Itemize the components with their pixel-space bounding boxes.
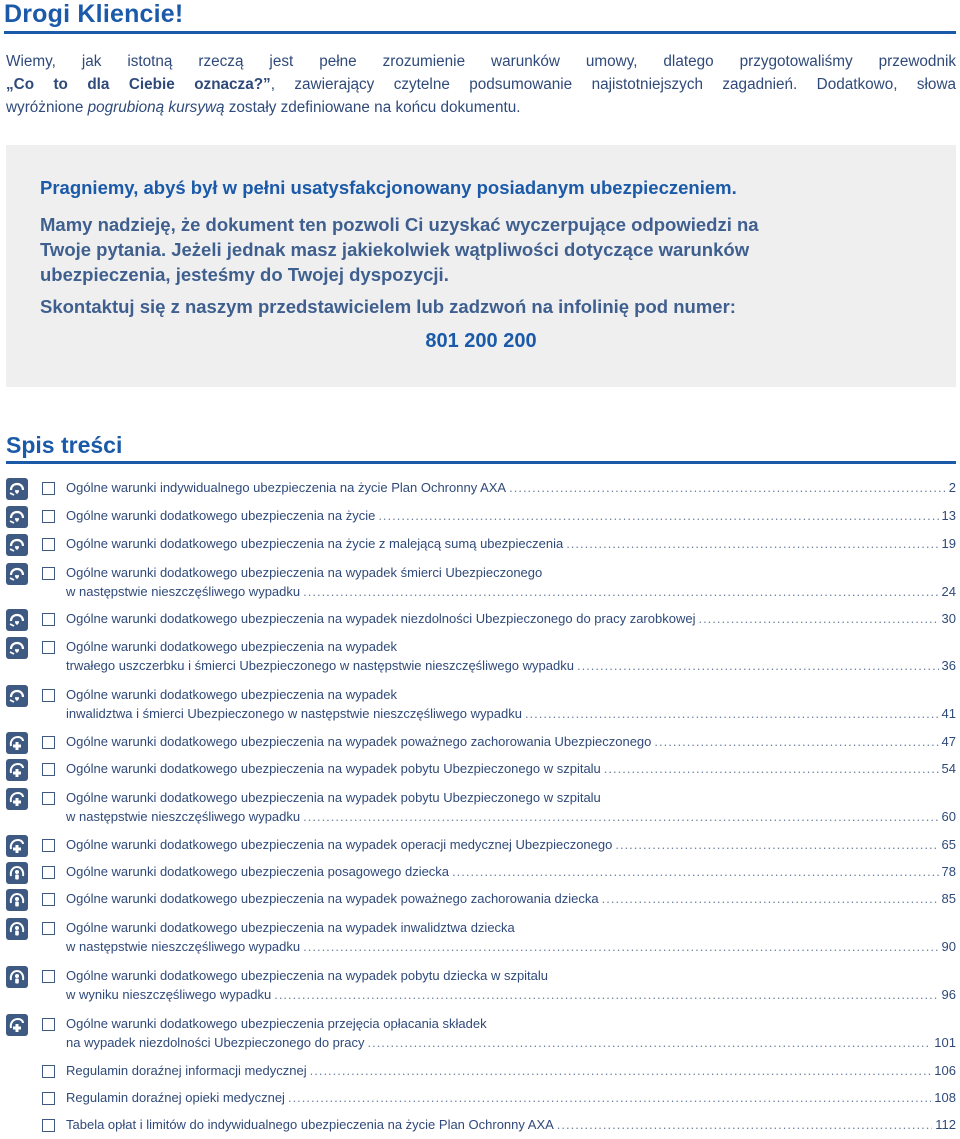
toc-item-entry: [66, 734, 956, 749]
info-box-contact: Skontaktuj się z naszym przedstawicielem lub zadzwoń na infolinię pod numer:: [40, 296, 736, 317]
toc-item-entry: [66, 1090, 956, 1105]
toc-item-checkbox[interactable]: [42, 922, 55, 935]
info-box-line-3: ubezpieczenia, jesteśmy do Twojej dyspozycji.: [40, 264, 449, 285]
heart-hand-icon: [6, 609, 28, 631]
toc-item-title: w następstwie nieszczęśliwego wypadku: [66, 584, 301, 599]
toc-item-title-line-1: Ogólne warunki dodatkowego ubezpieczenia na wypadek pobytu dziecka w szpitalu: [66, 968, 549, 983]
toc-item-leader-dots: [310, 1063, 932, 1078]
intro-italic-term: pogrubioną kursywą: [87, 99, 225, 116]
toc-item-entry: [66, 536, 956, 551]
child-icon: [6, 966, 28, 988]
toc-item-entry: [66, 891, 956, 906]
toc-item-title: Ogólne warunki dodatkowego ubezpieczenia na wypadek poważnego zachorowania Ubezpieczonego: [66, 734, 652, 749]
toc-item-page-number: 108: [934, 1090, 956, 1105]
heart-hand-icon: [6, 506, 28, 528]
toc-item[interactable]: [0, 685, 960, 725]
intro-line-3-pre: wyróżnione: [6, 99, 88, 116]
toc-item-page-number: 47: [941, 734, 956, 749]
toc-item-page-number: 36: [941, 658, 956, 673]
toc-item[interactable]: [0, 1088, 960, 1110]
toc-item-title-line-1: Ogólne warunki dodatkowego ubezpieczenia na wypadek pobytu Ubezpieczonego w szpitalu: [66, 790, 601, 805]
toc-item-leader-dots: [566, 536, 938, 551]
toc-item-leader-dots: [654, 734, 938, 749]
toc-item-leader-dots: [288, 1090, 931, 1105]
toc-item-title: Regulamin doraźnej opieki medycznej: [66, 1090, 285, 1105]
intro-guide-name: „Co to dla Ciebie oznacza?”: [6, 76, 271, 93]
toc-item-leader-dots: [604, 761, 939, 776]
toc-item-title: w następstwie nieszczęśliwego wypadku: [66, 939, 301, 954]
toc-item[interactable]: [0, 1061, 960, 1083]
toc-item-page-number: 24: [941, 584, 956, 599]
medical-cross-icon: [6, 835, 28, 857]
toc-item-leader-dots: [615, 837, 938, 852]
info-box-line-1: Mamy nadzieję, że dokument ten pozwoli Ci uzyskać wyczerpujące odpowiedzi na: [40, 214, 759, 235]
toc-item-page-number: 101: [934, 1035, 956, 1050]
medical-cross-icon: [6, 788, 28, 810]
infoline-phone-number[interactable]: 801 200 200: [425, 330, 537, 352]
toc-item-page-number: 54: [941, 761, 956, 776]
toc-rule: [6, 461, 956, 464]
toc-item-checkbox[interactable]: [42, 482, 55, 495]
toc-item-page-number: 41: [941, 706, 956, 721]
heart-hand-icon: [6, 563, 28, 585]
info-box-paragraph: [40, 212, 920, 287]
toc-item-page-number: 60: [941, 809, 956, 824]
toc-item-leader-dots: [577, 658, 939, 673]
toc-item-leader-dots: [452, 864, 938, 879]
toc-item-title-line-1: Ogólne warunki dodatkowego ubezpieczenia przejęcia opłacania składek: [66, 1016, 487, 1031]
intro-line-2-rest: , zawierający czytelne podsumowanie najistotniejszych zagadnień. Dodatkowo, słowa: [270, 76, 956, 93]
toc-item-leader-dots: [698, 611, 938, 626]
toc-item-leader-dots: [303, 809, 938, 824]
intro-line-3: [6, 96, 956, 119]
toc-item-title-line-1: Ogólne warunki dodatkowego ubezpieczenia na wypadek: [66, 639, 397, 654]
intro-line-2: [6, 73, 956, 96]
medical-cross-icon: [6, 732, 28, 754]
toc-item-entry: [66, 1063, 956, 1078]
toc-item-checkbox[interactable]: [42, 792, 55, 805]
toc-item-entry: [66, 987, 956, 1002]
heart-hand-icon: [6, 534, 28, 556]
toc-item-page-number: 96: [941, 987, 956, 1002]
toc-item-entry: [66, 1117, 956, 1132]
toc-item-title: w następstwie nieszczęśliwego wypadku: [66, 809, 301, 824]
toc-item-title: inwalidztwa i śmierci Ubezpieczonego w następstwie nieszczęśliwego wypadku: [66, 706, 522, 721]
toc-item-title: Ogólne warunki dodatkowego ubezpieczenia na wypadek pobytu Ubezpieczonego w szpitalu: [66, 761, 601, 776]
toc-item-page-number: 2: [948, 480, 956, 495]
toc-item[interactable]: [0, 788, 960, 828]
toc-item-checkbox[interactable]: [42, 689, 55, 702]
toc-item-leader-dots: [602, 891, 939, 906]
intro-paragraph: [6, 50, 956, 119]
toc-item-entry: [66, 761, 956, 776]
toc-item-title: Ogólne warunki dodatkowego ubezpieczenia na wypadek poważnego zachorowania dziecka: [66, 891, 599, 906]
toc-item[interactable]: [0, 732, 960, 754]
toc-item-entry: [66, 658, 956, 673]
toc-item-title: Ogólne warunki dodatkowego ubezpieczenia na życie z malejącą sumą ubezpieczenia: [66, 536, 564, 551]
toc-item-title: Ogólne warunki dodatkowego ubezpieczenia na wypadek niezdolności Ubezpieczonego do pracy zarobkowej: [66, 611, 696, 626]
toc-item-title: Tabela opłat i limitów do indywidualnego ubezpieczenia na życie Plan Ochronny AXA: [66, 1117, 554, 1132]
toc-item-title: na wypadek niezdolności Ubezpieczonego do pracy: [66, 1035, 365, 1050]
toc-item-checkbox[interactable]: [42, 613, 55, 626]
toc-item-title: w wyniku nieszczęśliwego wypadku: [66, 987, 272, 1002]
toc-item[interactable]: [0, 609, 960, 631]
toc-item-page-number: 13: [941, 508, 956, 523]
info-box-line-2: Twoje pytania. Jeżeli jednak masz jakiekolwiek wątpliwości dotyczące warunków: [40, 239, 750, 260]
toc-item-leader-dots: [303, 584, 938, 599]
toc-item[interactable]: [0, 637, 960, 677]
toc-item[interactable]: [0, 478, 960, 500]
toc-item-leader-dots: [378, 508, 938, 523]
toc-item-entry: [66, 611, 956, 626]
toc-item-title-line-1: Ogólne warunki dodatkowego ubezpieczenia na wypadek: [66, 687, 397, 702]
toc-item[interactable]: [0, 534, 960, 556]
toc-item-page-number: 78: [941, 864, 956, 879]
info-box: [6, 145, 956, 387]
child-icon: [6, 889, 28, 911]
toc-item-checkbox[interactable]: [42, 893, 55, 906]
toc-item-leader-dots: [525, 706, 939, 721]
toc-item-title: Ogólne warunki dodatkowego ubezpieczenia posagowego dziecka: [66, 864, 450, 879]
toc-item-title: Regulamin doraźnej informacji medycznej: [66, 1063, 307, 1078]
toc-item-checkbox[interactable]: [42, 641, 55, 654]
toc-item-checkbox[interactable]: [42, 839, 55, 852]
heart-hand-icon: [6, 685, 28, 707]
toc-item-checkbox[interactable]: [42, 1092, 55, 1105]
toc-item-title-line-1: Ogólne warunki dodatkowego ubezpieczenia na wypadek inwalidztwa dziecka: [66, 920, 515, 935]
toc-item[interactable]: [0, 966, 960, 1006]
toc-item-page-number: 112: [935, 1117, 956, 1132]
heart-hand-icon: [6, 478, 28, 500]
toc-item-page-number: 85: [941, 891, 956, 906]
toc-item[interactable]: [0, 862, 960, 884]
toc-item-page-number: 90: [941, 939, 956, 954]
toc-item-page-number: 65: [941, 837, 956, 852]
toc-item[interactable]: [0, 835, 960, 857]
toc-item-page-number: 30: [941, 611, 956, 626]
child-icon: [6, 862, 28, 884]
toc-item-entry: [66, 809, 956, 824]
toc-item-checkbox[interactable]: [42, 970, 55, 983]
toc-item-entry: [66, 939, 956, 954]
toc-item-entry: [66, 584, 956, 599]
toc-item-entry: [66, 706, 956, 721]
toc-item-page-number: 106: [934, 1063, 956, 1078]
toc-title: Spis treści: [6, 432, 123, 458]
toc-item-entry: [66, 1035, 956, 1050]
child-icon: [6, 918, 28, 940]
page-title: Drogi Kliencie!: [4, 0, 184, 28]
toc-item[interactable]: [0, 563, 960, 603]
toc-item-title: Ogólne warunki indywidualnego ubezpieczenia na życie Plan Ochronny AXA: [66, 480, 507, 495]
toc-item[interactable]: [0, 1014, 960, 1054]
toc-item-checkbox[interactable]: [42, 1018, 55, 1031]
toc-item-checkbox[interactable]: [42, 538, 55, 551]
toc-item-leader-dots: [367, 1035, 931, 1050]
toc-item-checkbox[interactable]: [42, 1065, 55, 1078]
intro-line-1: Wiemy, jak istotną rzeczą jest pełne zrozumienie warunków umowy, dlatego przygotowaliśmy przewodnik: [6, 53, 956, 70]
toc-item-title: Ogólne warunki dodatkowego ubezpieczenia na wypadek operacji medycznej Ubezpieczonego: [66, 837, 613, 852]
medical-cross-icon: [6, 759, 28, 781]
toc-item-checkbox[interactable]: [42, 763, 55, 776]
toc-item-title-line-1: Ogólne warunki dodatkowego ubezpieczenia na wypadek śmierci Ubezpieczonego: [66, 565, 543, 580]
toc-item-checkbox[interactable]: [42, 866, 55, 879]
toc-item-leader-dots: [274, 987, 938, 1002]
toc-item-entry: [66, 837, 956, 852]
toc-item[interactable]: [0, 506, 960, 528]
toc-item-entry: [66, 864, 956, 879]
title-rule: [4, 31, 956, 34]
toc-item-title: Ogólne warunki dodatkowego ubezpieczenia na życie: [66, 508, 376, 523]
toc-item-checkbox[interactable]: [42, 567, 55, 580]
info-box-lead: Pragniemy, abyś był w pełni usatysfakcjonowany posiadanym ubezpieczeniem.: [40, 177, 737, 198]
toc-item[interactable]: [0, 759, 960, 781]
toc-item-title: trwałego uszczerbku i śmierci Ubezpieczonego w następstwie nieszczęśliwego wypadku: [66, 658, 574, 673]
intro-line-3-post: zostały zdefiniowane na końcu dokumentu.: [224, 99, 521, 116]
toc-item[interactable]: [0, 889, 960, 911]
medical-cross-icon: [6, 1014, 28, 1036]
heart-hand-icon: [6, 637, 28, 659]
toc-item-leader-dots: [509, 480, 946, 495]
toc-item-checkbox[interactable]: [42, 510, 55, 523]
toc-item-entry: [66, 480, 956, 495]
toc-item[interactable]: [0, 918, 960, 958]
toc-item-checkbox[interactable]: [42, 736, 55, 749]
toc-item-checkbox[interactable]: [42, 1119, 55, 1132]
toc-item-entry: [66, 508, 956, 523]
toc-item[interactable]: [0, 1115, 960, 1137]
toc-item-page-number: 19: [941, 536, 956, 551]
toc-item-leader-dots: [557, 1117, 932, 1132]
toc-item-leader-dots: [303, 939, 938, 954]
